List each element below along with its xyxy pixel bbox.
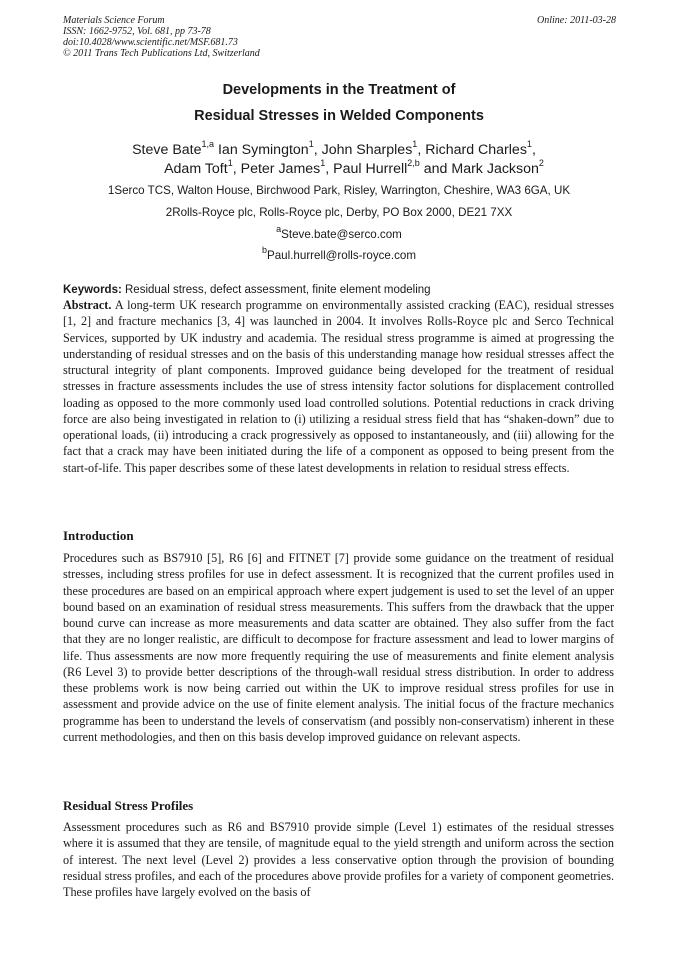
- copyright-line: © 2011 Trans Tech Publications Ltd, Switzerland: [63, 48, 260, 59]
- author-superscript: 1: [308, 139, 314, 150]
- abstract-text: A long-term UK research programme on environmentally assisted cracking (EAC), residual stresses [1, 2] and fracture mechanics [3, 4] was launched in 2004. It involves Rolls-Royce plc and Serco Technical Services, supported by UK industry and academia. The residual stress programme is aimed at progressing the understanding of residual stresses and on the basis of this understanding manage how residual stresses affect the structural integrity of plant components. Improved guidance being developed for the treatment of residual stresses in fracture assessments includes the use of stress intensity factor solutions for displacement controlled loading as opposed to the more commonly used load controlled solutions. Potential reductions in crack driving force are also being investigated in relation to (i) utilizing a residual stress field that has “shaken-down” due to operational loads, (ii) introducing a crack progressively as opposed to instantaneously, and (iii) allowing for the fact that a crack may have been initiated during the life of a component as opposed to being present from the start-of-life. This paper describes some of these latest developments in relation to residual stress effects.: [63, 298, 615, 475]
- affiliation-2: 2Rolls-Royce plc, Rolls-Royce plc, Derby, PO Box 2000, DE21 7XX: [165, 206, 513, 219]
- author-superscript: 2,b: [407, 158, 420, 169]
- author-superscript: 1: [526, 139, 532, 150]
- author-superscript: 2: [538, 158, 544, 169]
- residual-stress-profiles-text: Assessment procedures such as R6 and BS7910 provide simple (Level 1) estimates of the residual stresses where it is assumed that they are tensile, of magnitude equal to the yield strength and uniform across the section of interest. The next level (Level 2) provides a less conservative option through the provision of bounding residual stress profiles, and each of the procedures above provide profiles for a variety of component geometries. These profiles have largely evolved on the basis of: [63, 820, 614, 899]
- author-name: Mark Jackson: [451, 161, 539, 177]
- abstract-label: Abstract.: [63, 298, 112, 312]
- paper-title-line-2: Residual Stresses in Welded Components: [194, 108, 484, 124]
- paper-title-line-1: Developments in the Treatment of: [222, 82, 456, 98]
- residual-stress-profiles-heading: Residual Stress Profiles: [63, 798, 194, 813]
- email-a-address: Steve.bate@serco.com: [281, 228, 402, 241]
- author-name: Ian Symington: [217, 142, 309, 158]
- keywords: [63, 283, 616, 297]
- author-name: Peter James: [240, 161, 321, 177]
- introduction-heading: Introduction: [63, 528, 134, 543]
- author-superscript: 1: [227, 158, 233, 169]
- doi-line: doi:10.4028/www.scientific.net/MSF.681.73: [63, 37, 238, 48]
- author-name: Paul Hurrell: [333, 161, 408, 177]
- email-a-superscript: a: [276, 224, 282, 235]
- author-superscript: 1: [412, 139, 418, 150]
- author-name: John Sharples: [321, 142, 413, 158]
- keywords-text: Residual stress, defect assessment, finite element modeling: [125, 284, 431, 296]
- email-b-superscript: b: [261, 245, 267, 256]
- affiliation-1: 1Serco TCS, Walton House, Birchwood Park, Risley, Warrington, Cheshire, WA3 6GA, UK: [107, 184, 571, 197]
- journal-header: [63, 15, 616, 59]
- author-name: Adam Toft: [164, 161, 228, 177]
- keywords-label: Keywords:: [63, 284, 122, 296]
- introduction-text: Procedures such as BS7910 [5], R6 [6] and FITNET [7] provide some guidance on the treatment of residual stresses, including stress profiles for use in defect assessment. It is recognized that the current profiles used in these procedures are based on an empirical approach where expert judgement is used to set the level of an upper bound based on an examination of residual stress measurements. This suffers from the drawback that the upper bound curve can increase as more measurements and data scatter are obtained. They also suffer from the fact that they are no longer realistic, are difficult to decompose for fracture assessment and lead to lower margins of life. Thus assessments are now more frequently requiring the use of measurements and finite element analysis (R6 Level 3) to provide better descriptions of the through-wall residual stress distribution. In order to address these problems work is now being carried out within the UK to improve residual stress profiles for use in assessment and provide advice on the use of finite element analysis. The initial focus of the fracture mechanics programme has been to understand the levels of conservatism (and possibly non-conservatism) inherent in these current methodologies, and then on this basis develop improved guidance on relevant aspects.: [63, 551, 614, 744]
- journal-name: Materials Science Forum: [63, 15, 165, 26]
- author-name: Richard Charles: [425, 142, 527, 158]
- author-line-1: Steve Bate$^{1,a}$ Ian Symington$^1$, John Sharples$^1$, Richard Charles$^1$,: [132, 139, 536, 158]
- email-b-address: Paul.hurrell@rolls-royce.com: [267, 249, 417, 262]
- author-name: Steve Bate: [132, 142, 202, 158]
- author-superscript: 1: [320, 158, 326, 169]
- online-date: Online: 2011-03-28: [537, 15, 616, 26]
- author-superscript: 1,a: [201, 139, 215, 150]
- abstract: [63, 297, 614, 476]
- issn-line: ISSN: 1662-9752, Vol. 681, pp 73-78: [63, 26, 211, 37]
- author-line-2: Adam Toft$^1$, Peter James$^1$, Paul Hurrell$^{2,b}$ and Mark Jackson$^2$: [164, 158, 544, 177]
- authors-conjunction: and: [423, 161, 448, 177]
- email-a: [0, 224, 678, 241]
- email-b: [0, 245, 678, 262]
